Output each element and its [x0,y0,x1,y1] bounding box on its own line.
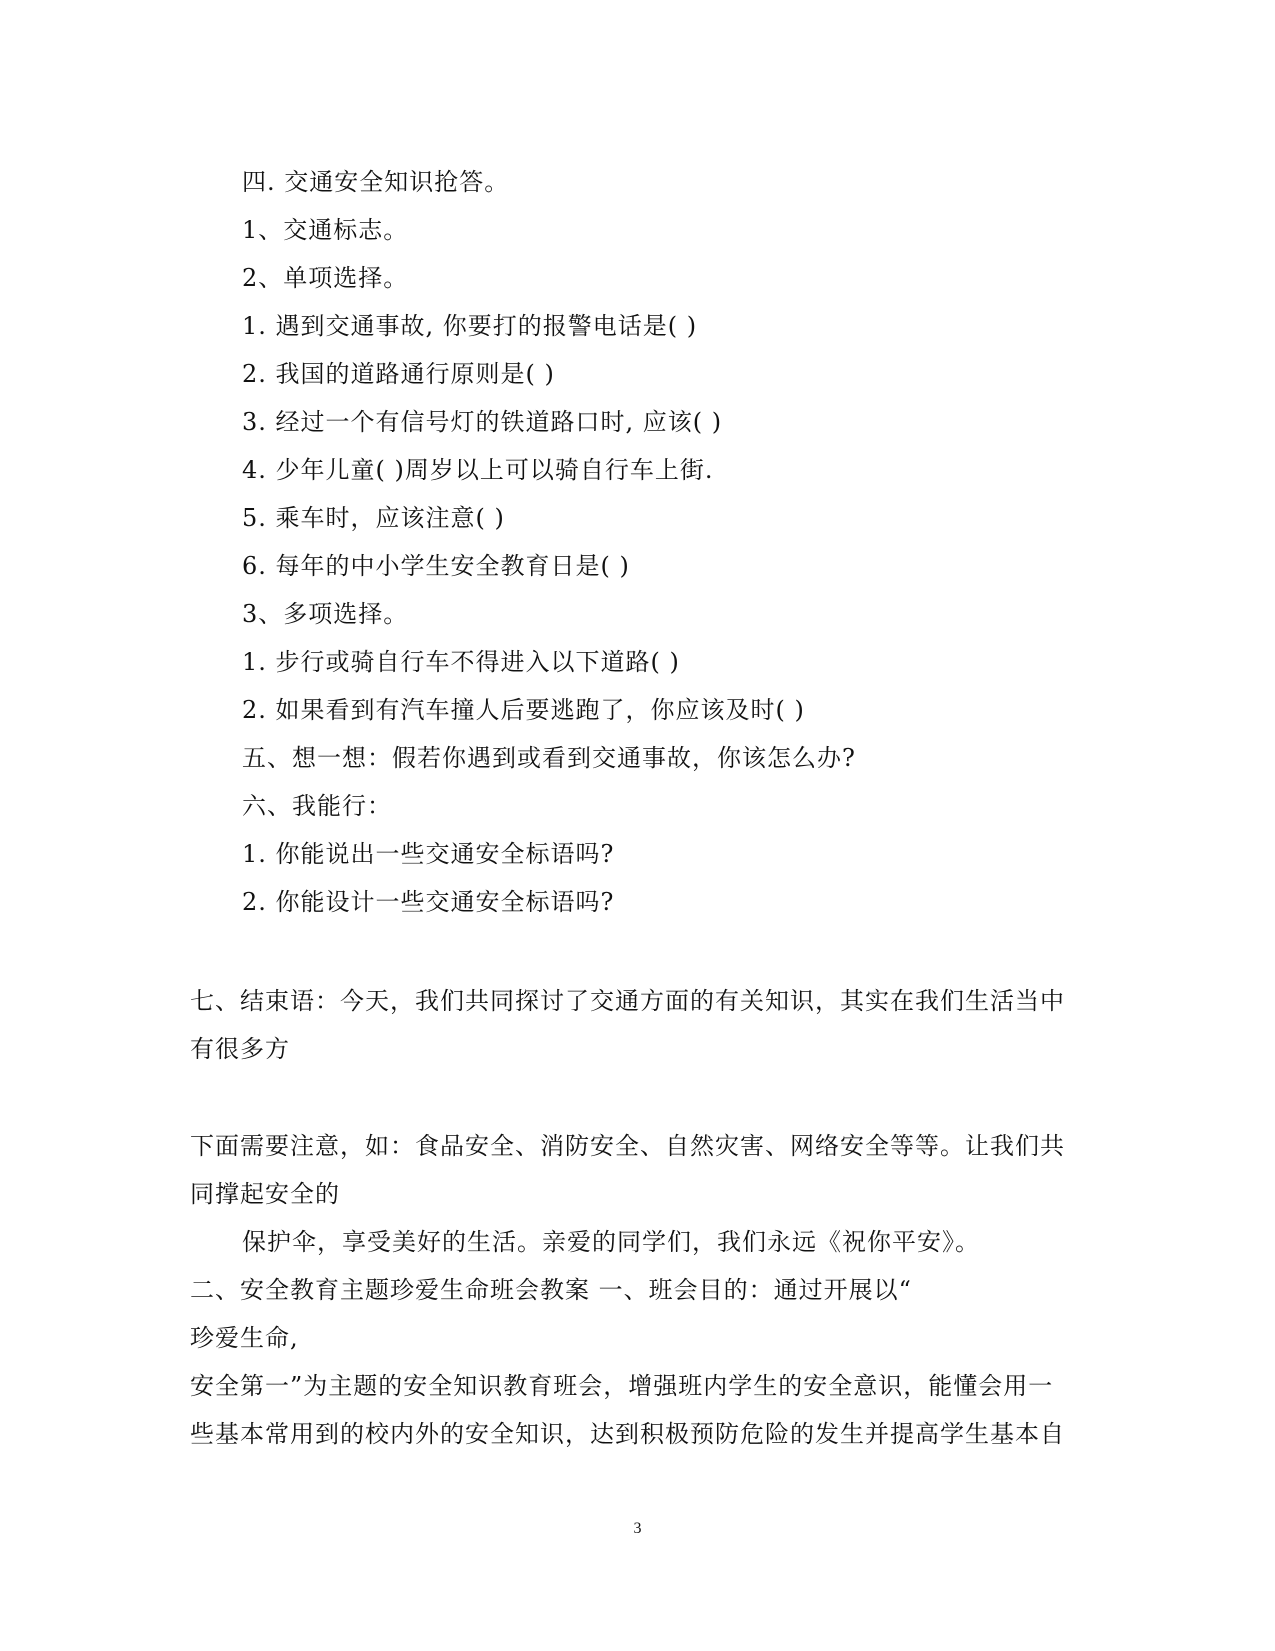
item-traffic-signs: 1、交通标志。 [242,216,409,244]
lesson-plan-heading: 二、安全教育主题珍爱生命班会教案 一、班会目的：通过开展以“ [190,1276,912,1304]
question-line: 3. 经过一个有信号灯的铁道路口时, 应该( ) [242,408,723,436]
paragraph-line: 珍爱生命, [190,1324,299,1352]
paragraph-line: 同撑起安全的 [190,1180,340,1208]
item-single-choice: 2、单项选择。 [242,264,409,292]
section-five-heading: 五、想一想：假若你遇到或看到交通事故，你该怎么办? [242,744,856,772]
question-line: 6. 每年的中小学生安全教育日是( ) [242,552,630,580]
question-line: 5. 乘车时，应该注意( ) [242,504,505,532]
conclusion-paragraph-line: 有很多方 [190,1035,290,1063]
question-line: 2. 如果看到有汽车撞人后要逃跑了，你应该及时( ) [242,696,805,724]
question-line: 1. 遇到交通事故, 你要打的报警电话是( ) [242,312,698,340]
conclusion-paragraph-line: 七、结束语：今天，我们共同探讨了交通方面的有关知识，其实在我们生活当中 [190,987,1065,1015]
section-six-heading: 六、我能行： [242,792,392,820]
question-line: 1. 步行或骑自行车不得进入以下道路( ) [242,648,680,676]
paragraph-line: 些基本常用到的校内外的安全知识，达到积极预防危险的发生并提高学生基本自 [190,1420,1065,1448]
section-four-heading: 四. 交通安全知识抢答。 [242,168,510,196]
question-line: 4. 少年儿童( )周岁以上可以骑自行车上街. [242,456,714,484]
paragraph-line: 保护伞，享受美好的生活。亲爱的同学们，我们永远《祝你平安》。 [242,1228,980,1256]
item-multiple-choice: 3、多项选择。 [242,600,409,628]
question-line: 2. 你能设计一些交通安全标语吗? [242,888,615,916]
question-line: 1. 你能说出一些交通安全标语吗? [242,840,615,868]
paragraph-line: 安全第一”为主题的安全知识教育班会，增强班内学生的安全意识，能懂会用一 [190,1372,1054,1400]
question-line: 2. 我国的道路通行原则是( ) [242,360,555,388]
paragraph-line: 下面需要注意，如：食品安全、消防安全、自然灾害、网络安全等等。让我们共 [190,1132,1065,1160]
page-number: 3 [633,1520,642,1537]
